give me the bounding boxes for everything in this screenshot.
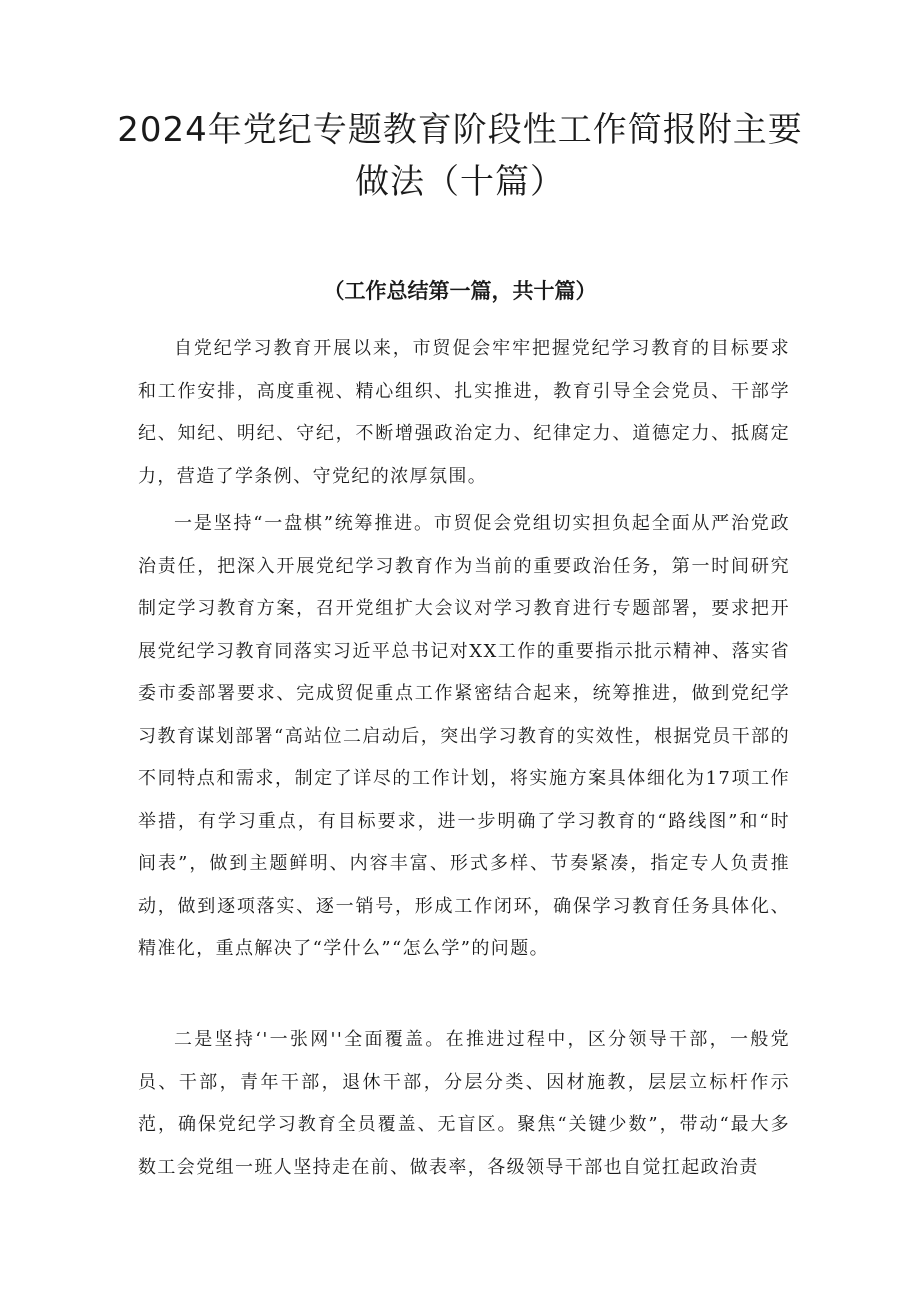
paragraph-point-two: 二是坚持‘'一张网''全面覆盖。在推进过程中，区分领导干部，一般党员、干部，青年干部，退休干部，分层分类、因材施教，层层立标杆作示范，确保党纪学习教育全员覆盖、无盲区。聚焦“关键少数”，带动“最大多数工会党组一班人坚持走在前、做表率，各级领导干部也自觉扛起政治责 — [138, 1029, 790, 1178]
document-subtitle: （工作总结第一篇，共十篇） — [323, 279, 597, 303]
paragraph-intro: 自党纪学习教育开展以来，市贸促会牢牢把握党纪学习教育的目标要求和工作安排，高度重视、精心组织、扎实推进，教育引导全会党员、干部学纪、知纪、明纪、守纪，不断增强政治定力、纪律定力、道德定力、抵腐定力，营造了学条例、守党纪的浓厚氛围。 — [138, 338, 790, 487]
paragraph-point-one: 一是坚持“一盘棋”统筹推进。市贸促会党组切实担负起全面从严治党政治责任，把深入开展党纪学习教育作为当前的重要政治任务，第一时间研究制定学习教育方案，召开党组扩大会议对学习教育进行专题部署，要求把开展党纪学习教育同落实习近平总书记对XX工作的重要指示批示精神、落实省委市委部署要求、完成贸促重点工作紧密结合起来，统筹推进，做到党纪学习教育谋划部署“高站位二启动后，突出学习教育的实效性，根据党员干部的不同特点和需求，制定了详尽的工作计划，将实施方案具体细化为17项工作举措，有学习重点，有目标要求，进一步明确了学习教育的“路线图”和“时间表”，做到主题鲜明、内容丰富、形式多样、节奏紧凑，指定专人负责推动，做到逐项落实、逐一销号，形成工作闭环，确保学习教育任务具体化、精准化，重点解决了“学什么”“怎么学”的问题。 — [138, 513, 790, 959]
document-title: 2024年党纪专题教育阶段性工作简报附主要做法（十篇） — [117, 110, 803, 202]
